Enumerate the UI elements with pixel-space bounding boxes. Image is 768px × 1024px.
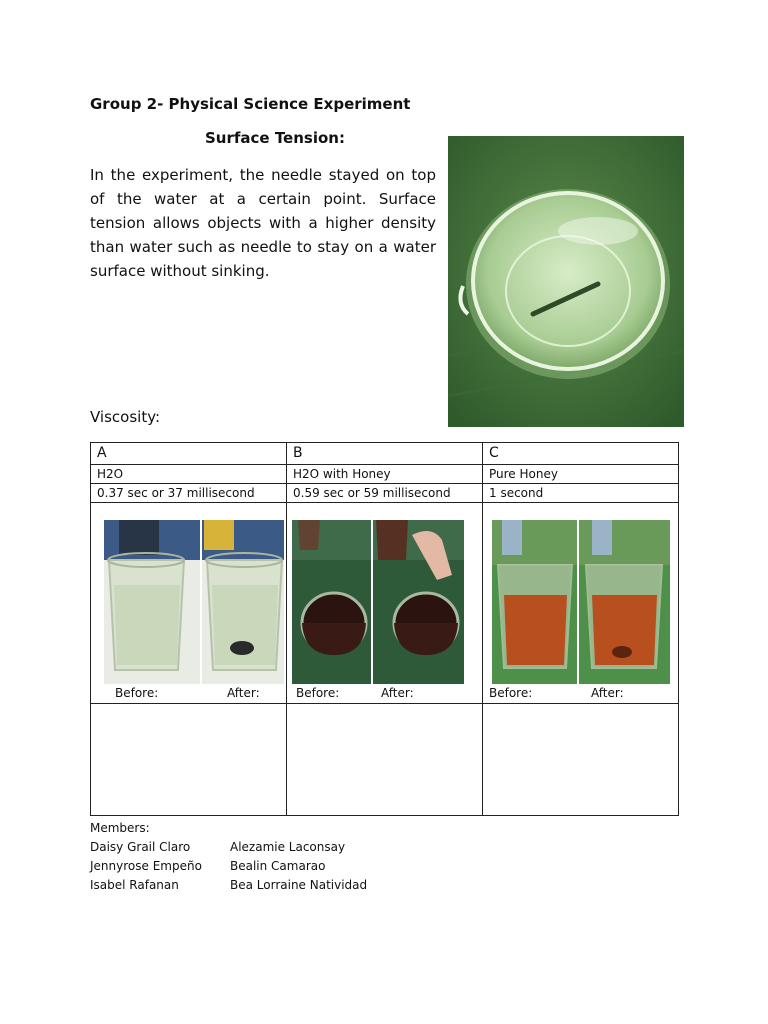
empty-cell-b <box>287 704 483 816</box>
photo-cell-c <box>483 503 679 704</box>
member-name: Alezamie Laconsay <box>230 840 346 854</box>
viscosity-table <box>90 442 679 816</box>
empty-cell-c <box>483 704 679 816</box>
column-letter-a: A <box>91 443 287 465</box>
after-caption-c: After: <box>591 686 624 700</box>
member-name: Isabel Rafanan <box>90 878 179 892</box>
members-label: Members: <box>90 821 150 835</box>
before-caption-c: Before: <box>489 686 533 700</box>
table-row <box>91 465 679 484</box>
water-honey-beaker-photo <box>292 520 464 684</box>
before-caption-a: Before: <box>115 686 159 700</box>
pure-honey-beaker-photo <box>492 520 670 684</box>
list-item <box>90 876 368 895</box>
members-list <box>90 819 368 895</box>
liquid-name-c: Pure Honey <box>483 465 679 484</box>
section-title-surface-tension: Surface Tension: <box>205 129 345 147</box>
flow-time-c: 1 second <box>483 484 679 503</box>
list-item <box>90 838 346 857</box>
flow-time-b: 0.59 sec or 59 millisecond <box>287 484 483 503</box>
section-title-viscosity: Viscosity: <box>90 408 161 426</box>
document-heading: Group 2- Physical Science Experiment <box>90 95 411 113</box>
table-row <box>91 704 679 816</box>
column-letter-b: B <box>287 443 483 465</box>
table-row <box>91 484 679 503</box>
table-row <box>91 443 679 465</box>
member-name: Bealin Camarao <box>230 859 326 873</box>
water-beaker-photo <box>104 520 284 684</box>
member-name: Bea Lorraine Natividad <box>230 878 368 892</box>
photo-cell-b <box>287 503 483 704</box>
flow-time-a: 0.37 sec or 37 millisecond <box>91 484 287 503</box>
column-letter-c: C <box>483 443 679 465</box>
table-row <box>91 503 679 704</box>
after-caption-a: After: <box>227 686 260 700</box>
empty-cell-a <box>91 704 287 816</box>
before-caption-b: Before: <box>296 686 340 700</box>
surface-tension-paragraph: In the experiment, the needle stayed on top of the water at a certain point. Surface tension allows objects with a higher density than water such as needle to stay on a water surface without sinking. <box>90 166 436 280</box>
photo-cell-a <box>91 503 287 704</box>
beaker-needle-photo <box>448 136 684 427</box>
member-name: Jennyrose Empeño <box>90 859 202 873</box>
list-item <box>90 857 326 876</box>
member-name: Daisy Grail Claro <box>90 840 191 854</box>
after-caption-b: After: <box>381 686 414 700</box>
liquid-name-a: H2O <box>91 465 287 484</box>
liquid-name-b: H2O with Honey <box>287 465 483 484</box>
